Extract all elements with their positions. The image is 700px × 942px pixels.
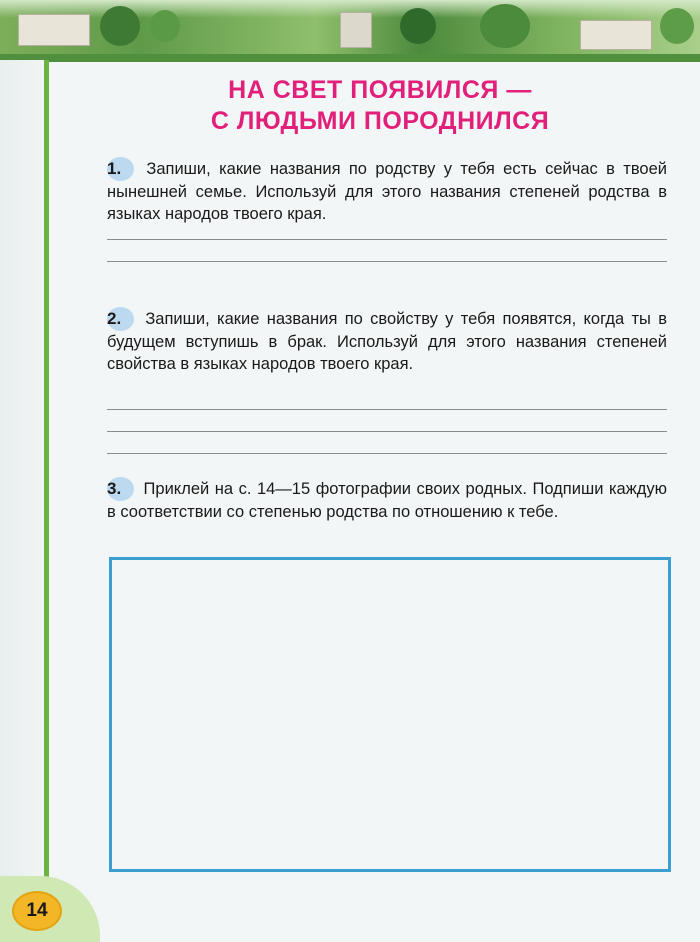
top-illustration-banner [0,0,700,60]
task-text: Приклей на с. 14—15 фотографии своих родных. Подпиши каждую в соответствии со степенью родства по отношению к тебе. [107,480,667,521]
photo-paste-frame[interactable] [109,557,671,872]
answer-line[interactable] [107,431,667,432]
answer-line[interactable] [107,239,667,240]
left-green-rule [44,60,49,890]
task-number-badge: 3. [107,477,134,501]
task-1 [107,157,667,225]
answer-line[interactable] [107,261,667,262]
task-number-badge: 1. [107,157,134,181]
task-text: Запиши, какие названия по свойству у тебя появятся, когда ты в будущем вступишь в брак. Используй для этого названия степеней свойства в языках народов твоего края. [107,310,667,373]
answer-line[interactable] [107,453,667,454]
task-number-badge: 2. [107,307,134,331]
answer-line[interactable] [107,409,667,410]
task-text: Запиши, какие названия по родству у тебя есть сейчас в твоей нынешней семье. Используй для этого названия степеней родства в языках народов твоего края. [107,160,667,223]
task-2 [107,307,667,375]
page-title-line-2: С ЛЮДЬМИ ПОРОДНИЛСЯ [210,107,550,135]
page-title-line-1: НА СВЕТ ПОЯВИЛСЯ — [228,76,532,104]
left-margin [0,60,44,940]
task-3 [107,477,667,523]
page-number: 14 [12,891,62,931]
banner-bottom-stripe [0,54,700,62]
